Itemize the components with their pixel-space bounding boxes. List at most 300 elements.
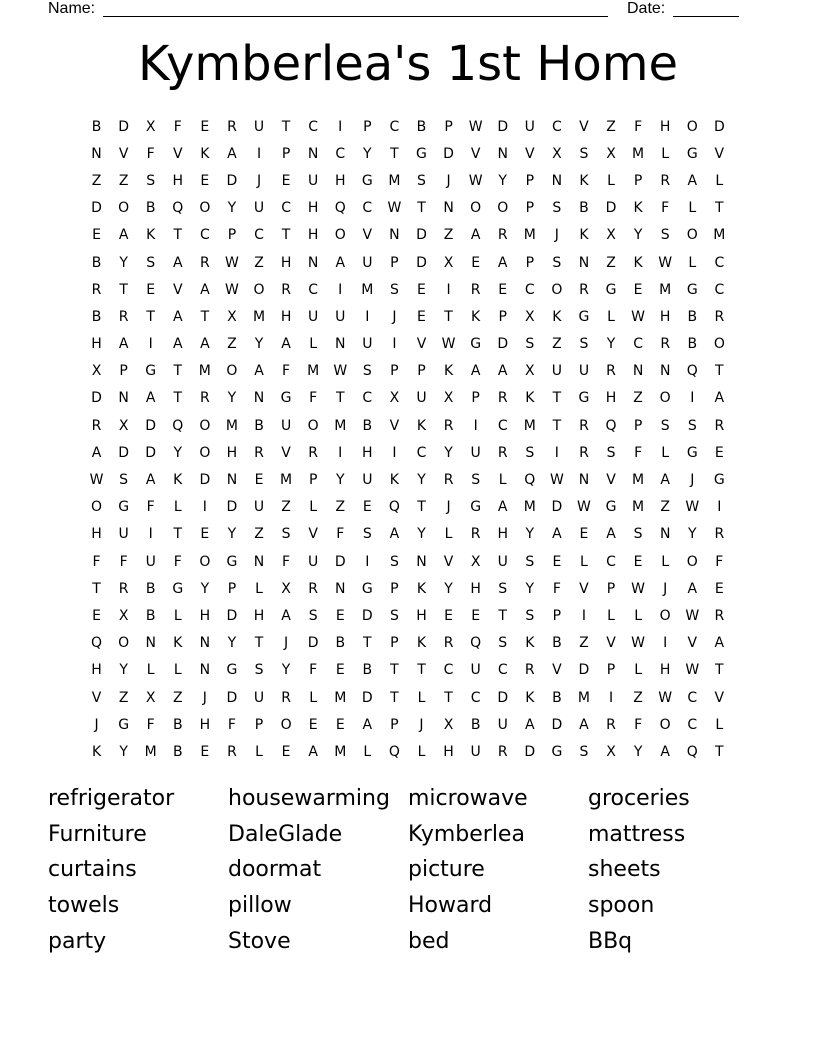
grid-letter: Z <box>552 336 562 353</box>
grid-letter: H <box>362 444 373 461</box>
grid-letter: A <box>606 526 616 543</box>
grid-letter: X <box>91 363 102 380</box>
grid-letter: Q <box>686 743 698 760</box>
grid-letter: D <box>145 417 157 434</box>
grid-letter: M <box>632 145 645 162</box>
grid-letter: T <box>417 662 426 679</box>
grid-letter: Q <box>334 200 346 217</box>
grid-letter: N <box>659 526 671 543</box>
grid-letter: Q <box>686 363 698 380</box>
grid-letter: F <box>634 118 643 135</box>
grid-letter: L <box>661 553 670 570</box>
grid-row <box>83 195 733 222</box>
grid-letter: M <box>334 689 347 706</box>
grid-letter: O <box>659 607 671 624</box>
grid-letter: R <box>470 526 481 543</box>
grid-letter: N <box>578 254 590 271</box>
grid-letter: Q <box>605 417 617 434</box>
grid-letter: D <box>334 553 346 570</box>
grid-letter: L <box>173 607 182 624</box>
grid-letter: Y <box>417 526 426 543</box>
grid-letter: R <box>579 281 589 298</box>
grid-letter: H <box>307 227 319 244</box>
grid-letter: W <box>225 281 239 298</box>
grid-letter: L <box>363 743 372 760</box>
grid-letter: R <box>660 172 671 189</box>
grid-letter: T <box>444 308 453 325</box>
grid-letter: D <box>416 227 427 244</box>
word-bank-item: Furniture <box>48 821 147 847</box>
grid-letter: D <box>226 172 238 189</box>
grid-letter: O <box>253 281 265 298</box>
grid-letter: A <box>714 635 725 652</box>
grid-letter: K <box>416 417 427 434</box>
grid-letter: V <box>362 227 373 244</box>
grid-row <box>83 494 733 521</box>
grid-letter: H <box>253 607 265 624</box>
grid-row <box>83 331 733 358</box>
grid-letter: A <box>281 607 291 624</box>
grid-letter: K <box>579 227 589 244</box>
grid-letter: R <box>443 417 454 434</box>
grid-letter: G <box>145 363 157 380</box>
grid-letter: A <box>497 254 508 271</box>
grid-letter: L <box>498 472 507 489</box>
grid-letter: Y <box>227 390 237 407</box>
grid-letter: E <box>200 118 210 135</box>
grid-letter: E <box>498 281 508 298</box>
date-blank-line[interactable] <box>673 16 739 17</box>
grid-letter: H <box>280 308 292 325</box>
grid-letter: P <box>390 580 399 597</box>
grid-letter: P <box>525 200 535 217</box>
grid-letter: K <box>416 635 427 652</box>
grid-letter: R <box>199 390 210 407</box>
grid-letter: P <box>390 635 399 652</box>
grid-letter: V <box>606 472 616 489</box>
grid-letter: F <box>309 662 318 679</box>
grid-letter: C <box>362 390 373 407</box>
grid-letter: X <box>443 716 454 733</box>
grid-letter: J <box>392 308 397 325</box>
word-row <box>48 923 768 959</box>
grid-letter: Y <box>227 635 237 652</box>
grid-letter: O <box>199 417 211 434</box>
grid-letter: A <box>470 363 481 380</box>
grid-letter: Q <box>172 200 184 217</box>
grid-letter: S <box>471 472 481 489</box>
grid-letter: V <box>172 281 183 298</box>
word-row <box>48 852 768 888</box>
grid-letter: M <box>334 743 347 760</box>
grid-letter: L <box>309 336 318 353</box>
grid-row <box>83 439 733 466</box>
grid-letter: L <box>309 689 318 706</box>
grid-letter: Y <box>254 336 264 353</box>
grid-letter: V <box>281 444 291 461</box>
grid-letter: D <box>226 499 238 516</box>
grid-letter: W <box>468 172 483 189</box>
grid-letter: F <box>282 553 291 570</box>
grid-letter: U <box>416 390 427 407</box>
grid-letter: B <box>145 607 156 624</box>
grid-letter: J <box>690 472 695 489</box>
grid-letter: A <box>579 716 589 733</box>
grid-letter: M <box>388 172 401 189</box>
grid-letter: R <box>497 444 508 461</box>
word-bank-item: microwave <box>408 786 528 812</box>
grid-letter: F <box>173 553 182 570</box>
grid-letter: N <box>118 390 129 407</box>
word-bank-item: towels <box>48 893 120 919</box>
grid-letter: B <box>91 118 102 135</box>
grid-letter: E <box>254 472 264 489</box>
grid-letter: A <box>687 580 698 597</box>
grid-letter: D <box>361 607 373 624</box>
grid-letter: M <box>334 417 347 434</box>
grid-letter: P <box>227 227 237 244</box>
grid-letter: Q <box>470 635 482 652</box>
grid-letter: W <box>333 363 348 380</box>
grid-letter: K <box>633 200 643 217</box>
grid-letter: J <box>94 716 99 733</box>
grid-letter: V <box>416 336 427 353</box>
grid-letter: Y <box>173 444 183 461</box>
grid-letter: D <box>713 118 725 135</box>
grid-letter: U <box>253 118 265 135</box>
grid-letter: Y <box>119 662 128 679</box>
grid-letter: G <box>226 662 238 679</box>
grid-letter: N <box>578 472 590 489</box>
grid-letter: R <box>714 417 725 434</box>
grid-letter: N <box>389 227 400 244</box>
grid-letter: N <box>253 390 265 407</box>
grid-letter: K <box>200 145 210 162</box>
grid-letter: B <box>145 200 156 217</box>
grid-letter: A <box>118 336 129 353</box>
grid-letter: K <box>471 308 481 325</box>
grid-letter: K <box>525 689 535 706</box>
grid-letter: R <box>714 526 725 543</box>
grid-letter: G <box>226 553 238 570</box>
grid-letter: T <box>200 308 210 325</box>
grid-letter: R <box>308 580 319 597</box>
grid-letter: M <box>198 363 211 380</box>
grid-letter: H <box>659 118 671 135</box>
grid-letter: X <box>443 390 454 407</box>
grid-letter: I <box>338 444 343 461</box>
grid-letter: I <box>256 145 262 162</box>
grid-letter: A <box>497 363 508 380</box>
grid-letter: V <box>579 118 589 135</box>
grid-letter: Y <box>444 444 453 461</box>
grid-letter: C <box>254 227 264 244</box>
grid-letter: X <box>118 417 129 434</box>
grid-letter: E <box>362 499 372 516</box>
grid-letter: R <box>91 417 102 434</box>
grid-letter: E <box>281 172 291 189</box>
grid-letter: I <box>581 607 587 624</box>
grid-letter: A <box>145 390 156 407</box>
grid-letter: S <box>254 662 264 679</box>
grid-letter: Y <box>498 172 507 189</box>
grid-letter: T <box>444 689 453 706</box>
grid-letter: O <box>497 200 509 217</box>
grid-letter: B <box>335 635 346 652</box>
grid-letter: A <box>389 526 400 543</box>
grid-letter: Z <box>118 172 129 189</box>
grid-letter: U <box>578 363 590 380</box>
grid-letter: L <box>146 662 155 679</box>
grid-letter: W <box>685 662 700 679</box>
grid-letter: T <box>390 662 399 679</box>
grid-letter: G <box>578 308 590 325</box>
grid-letter: I <box>365 553 370 570</box>
grid-letter: T <box>390 145 399 162</box>
grid-letter: S <box>389 281 399 298</box>
grid-letter: M <box>523 417 536 434</box>
grid-letter: G <box>551 743 563 760</box>
grid-letter: C <box>199 227 210 244</box>
grid-letter: S <box>525 607 535 624</box>
grid-letter: P <box>119 363 128 380</box>
grid-letter: U <box>470 444 481 461</box>
grid-letter: I <box>148 336 153 353</box>
grid-letter: T <box>173 526 183 543</box>
grid-letter: D <box>578 662 590 679</box>
grid-letter: N <box>632 363 644 380</box>
grid-letter: P <box>444 118 453 135</box>
grid-letter: J <box>419 716 424 733</box>
grid-letter: E <box>471 607 481 624</box>
grid-letter: A <box>200 281 210 298</box>
grid-letter: X <box>524 363 535 380</box>
grid-letter: H <box>470 580 481 597</box>
grid-letter: E <box>471 254 481 271</box>
grid-letter: Q <box>172 417 184 434</box>
grid-letter: T <box>552 417 562 434</box>
grid-letter: S <box>579 145 589 162</box>
grid-letter: Y <box>633 227 643 244</box>
grid-letter: W <box>468 118 483 135</box>
grid-letter: O <box>470 200 482 217</box>
grid-letter: F <box>92 553 101 570</box>
word-row <box>48 781 768 817</box>
grid-letter: X <box>524 308 535 325</box>
grid-letter: C <box>714 281 725 298</box>
grid-letter: Y <box>633 743 643 760</box>
grid-letter: E <box>579 526 589 543</box>
header-line <box>48 0 748 20</box>
grid-letter: H <box>416 607 427 624</box>
grid-letter: C <box>633 336 643 353</box>
grid-letter: I <box>690 390 695 407</box>
grid-letter: W <box>549 472 564 489</box>
grid-letter: S <box>525 336 535 353</box>
grid-letter: R <box>91 281 102 298</box>
grid-letter: I <box>338 118 343 135</box>
grid-letter: D <box>145 444 157 461</box>
grid-letter: G <box>361 172 373 189</box>
grid-letter: C <box>497 662 508 679</box>
grid-letter: F <box>173 118 182 135</box>
grid-letter: V <box>308 526 318 543</box>
grid-letter: V <box>470 145 481 162</box>
grid-letter: K <box>579 172 589 189</box>
grid-letter: U <box>308 553 319 570</box>
grid-letter: O <box>280 716 292 733</box>
grid-letter: E <box>200 743 210 760</box>
grid-letter: R <box>199 254 210 271</box>
grid-letter: V <box>552 662 562 679</box>
grid-letter: N <box>307 145 319 162</box>
name-blank-line[interactable] <box>103 16 608 17</box>
grid-letter: K <box>146 227 156 244</box>
grid-letter: P <box>633 172 643 189</box>
grid-letter: I <box>717 499 722 516</box>
grid-letter: D <box>497 336 509 353</box>
grid-letter: D <box>199 472 211 489</box>
grid-row <box>83 167 733 194</box>
grid-letter: H <box>280 254 292 271</box>
grid-letter: B <box>362 662 373 679</box>
grid-letter: I <box>608 689 614 706</box>
grid-letter: O <box>199 200 211 217</box>
grid-letter: D <box>91 200 102 217</box>
grid-letter: R <box>497 743 508 760</box>
grid-row <box>83 358 733 385</box>
grid-letter: G <box>361 580 373 597</box>
grid-letter: J <box>256 172 262 189</box>
grid-letter: Y <box>687 526 697 543</box>
grid-letter: S <box>146 254 156 271</box>
grid-letter: Y <box>525 580 535 597</box>
grid-letter: D <box>416 254 427 271</box>
word-bank-item: mattress <box>588 821 686 847</box>
grid-letter: G <box>686 281 698 298</box>
grid-letter: G <box>686 444 698 461</box>
grid-letter: F <box>661 200 670 217</box>
grid-letter: H <box>605 390 617 407</box>
grid-letter: Z <box>172 689 183 706</box>
grid-letter: O <box>226 363 238 380</box>
grid-letter: E <box>92 227 101 244</box>
grid-letter: G <box>605 281 617 298</box>
grid-letter: F <box>634 444 643 461</box>
grid-letter: D <box>91 390 102 407</box>
grid-letter: S <box>498 580 508 597</box>
grid-letter: A <box>200 336 210 353</box>
grid-letter: U <box>145 553 156 570</box>
grid-letter: C <box>687 716 698 733</box>
grid-letter: J <box>446 499 451 516</box>
grid-letter: X <box>606 743 616 760</box>
grid-letter: S <box>579 336 589 353</box>
word-bank-item: Kymberlea <box>408 821 525 847</box>
grid-letter: T <box>417 200 426 217</box>
grid-letter: T <box>498 607 507 624</box>
grid-letter: L <box>255 743 263 760</box>
grid-row <box>83 466 733 493</box>
grid-letter: P <box>633 417 643 434</box>
grid-letter: G <box>172 580 184 597</box>
grid-letter: V <box>714 689 725 706</box>
grid-letter: S <box>525 444 535 461</box>
grid-letter: M <box>144 743 157 760</box>
grid-letter: M <box>307 363 320 380</box>
grid-letter: U <box>362 254 373 271</box>
grid-letter: D <box>551 499 563 516</box>
grid-letter: E <box>92 607 101 624</box>
grid-letter: U <box>470 662 481 679</box>
grid-letter: G <box>578 390 590 407</box>
grid-letter: D <box>226 607 238 624</box>
grid-letter: E <box>552 553 562 570</box>
grid-letter: I <box>365 308 370 325</box>
grid-letter: C <box>362 200 373 217</box>
grid-letter: X <box>443 254 454 271</box>
grid-letter: P <box>390 363 399 380</box>
grid-letter: W <box>631 308 646 325</box>
grid-letter: E <box>417 281 426 298</box>
grid-letter: O <box>551 281 563 298</box>
grid-letter: P <box>227 580 237 597</box>
grid-letter: O <box>118 200 130 217</box>
grid-letter: N <box>335 336 346 353</box>
grid-letter: T <box>119 281 128 298</box>
grid-letter: X <box>145 118 156 135</box>
grid-letter: Q <box>91 635 103 652</box>
grid-letter: C <box>443 662 454 679</box>
grid-letter: N <box>551 172 563 189</box>
grid-letter: C <box>470 689 481 706</box>
grid-letter: C <box>281 200 291 217</box>
letter-grid <box>83 113 733 766</box>
grid-row <box>83 548 733 575</box>
grid-letter: E <box>281 743 291 760</box>
grid-letter: T <box>281 118 291 135</box>
grid-letter: U <box>118 526 129 543</box>
word-bank-item: refrigerator <box>48 786 175 812</box>
grid-letter: W <box>685 499 700 516</box>
grid-letter: G <box>280 390 292 407</box>
grid-letter: F <box>309 390 318 407</box>
grid-letter: O <box>199 444 211 461</box>
grid-letter: E <box>633 281 643 298</box>
grid-letter: F <box>634 716 643 733</box>
grid-letter: U <box>470 743 481 760</box>
grid-letter: M <box>225 417 238 434</box>
grid-letter: A <box>145 472 156 489</box>
grid-letter: K <box>389 472 399 489</box>
grid-letter: O <box>91 499 103 516</box>
grid-letter: G <box>118 716 130 733</box>
grid-letter: S <box>579 743 589 760</box>
grid-letter: C <box>389 118 400 135</box>
grid-row <box>83 657 733 684</box>
grid-letter: L <box>309 499 318 516</box>
grid-letter: J <box>554 227 559 244</box>
grid-row <box>83 222 733 249</box>
grid-letter: Z <box>254 254 264 271</box>
grid-letter: W <box>387 200 402 217</box>
grid-letter: B <box>579 200 589 217</box>
grid-letter: U <box>308 172 319 189</box>
grid-row <box>83 684 733 711</box>
grid-letter: B <box>91 308 102 325</box>
grid-letter: U <box>280 417 292 434</box>
grid-letter: T <box>390 689 399 706</box>
